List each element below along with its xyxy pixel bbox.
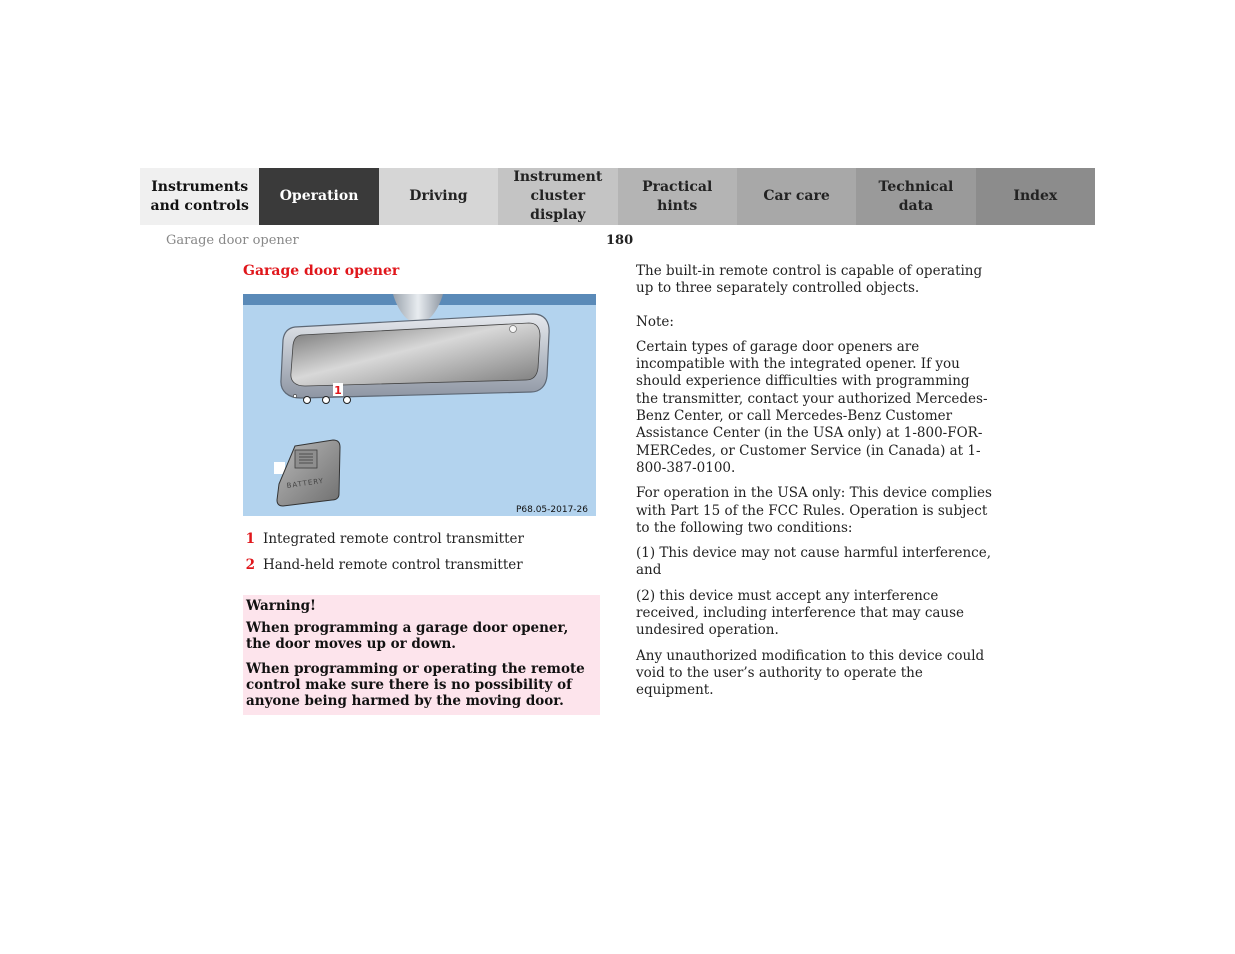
caption-item bbox=[243, 557, 523, 573]
tab-operation[interactable] bbox=[259, 168, 378, 225]
tab-label: Technical data bbox=[878, 178, 954, 214]
caption-text: Hand-held remote control transmitter bbox=[263, 557, 523, 573]
tab-car-care[interactable] bbox=[737, 168, 856, 225]
mirror-illustration bbox=[243, 294, 596, 516]
running-header: Garage door opener bbox=[166, 233, 299, 248]
tab-instrument-cluster-display[interactable] bbox=[498, 168, 617, 225]
tab-label: Practical hints bbox=[642, 178, 713, 214]
tab-label: Instrument cluster display bbox=[513, 169, 603, 223]
warning-box bbox=[243, 595, 600, 715]
tab-label: Driving bbox=[409, 188, 468, 204]
tab-label: Instruments and controls bbox=[150, 178, 249, 214]
warning-paragraph: When programming a garage door opener, the door moves up or down. bbox=[246, 620, 569, 652]
page-number: 180 bbox=[606, 233, 634, 248]
section-title: Garage door opener bbox=[243, 263, 400, 279]
right-column bbox=[636, 263, 994, 708]
paragraph: For operation in the USA only: This device complies with Part 15 of the FCC Rules. Operation is subject to the following two conditions: bbox=[636, 485, 992, 536]
paragraph: (2) this device must accept any interference received, including interference that may cause undesired operation. bbox=[636, 587, 965, 639]
caption-number: 2 bbox=[245, 557, 255, 573]
warning-title: Warning! bbox=[246, 598, 316, 614]
paragraph: (1) This device may not cause harmful interference, and bbox=[636, 545, 992, 579]
battery-label: BATTERY bbox=[286, 476, 325, 490]
tab-index[interactable] bbox=[976, 168, 1095, 225]
tab-label: Operation bbox=[279, 188, 359, 204]
caption-number: 1 bbox=[245, 531, 255, 547]
paragraph: Certain types of garage door openers are incompatible with the integrated opener. If you should experience difficulties with programming the transmitter, contact your authorized Mercedes-Benz Center, or call Mercedes-Benz Customer Assistance Center (in the USA only) at 1-800-FOR-MERCedes, or Customer Service (in Canada) at 1-800-387-0100. bbox=[636, 338, 988, 476]
callout-1-label: 1 bbox=[334, 384, 342, 397]
paragraph: The built-in remote control is capable of operating up to three separately controlled objects. bbox=[636, 263, 983, 297]
figure-reference-code: P68.05-2017-26 bbox=[515, 505, 588, 515]
tab-practical-hints[interactable] bbox=[618, 168, 737, 225]
paragraph: Any unauthorized modification to this device could void to the user’s authority to operate the equipment. bbox=[636, 647, 985, 699]
caption-item bbox=[243, 531, 524, 547]
caption-text: Integrated remote control transmitter bbox=[263, 531, 524, 547]
tab-label: Index bbox=[1013, 188, 1058, 204]
chapter-nav bbox=[140, 168, 1095, 225]
warning-paragraph: When programming or operating the remote control make sure there is no possibility of anyone being harmed by the moving door. bbox=[246, 661, 585, 709]
tab-instruments-and-controls[interactable] bbox=[140, 168, 259, 225]
tab-label: Car care bbox=[763, 188, 830, 204]
tab-technical-data[interactable] bbox=[856, 168, 975, 225]
tab-driving[interactable] bbox=[379, 168, 498, 225]
note-label: Note: bbox=[636, 313, 674, 330]
